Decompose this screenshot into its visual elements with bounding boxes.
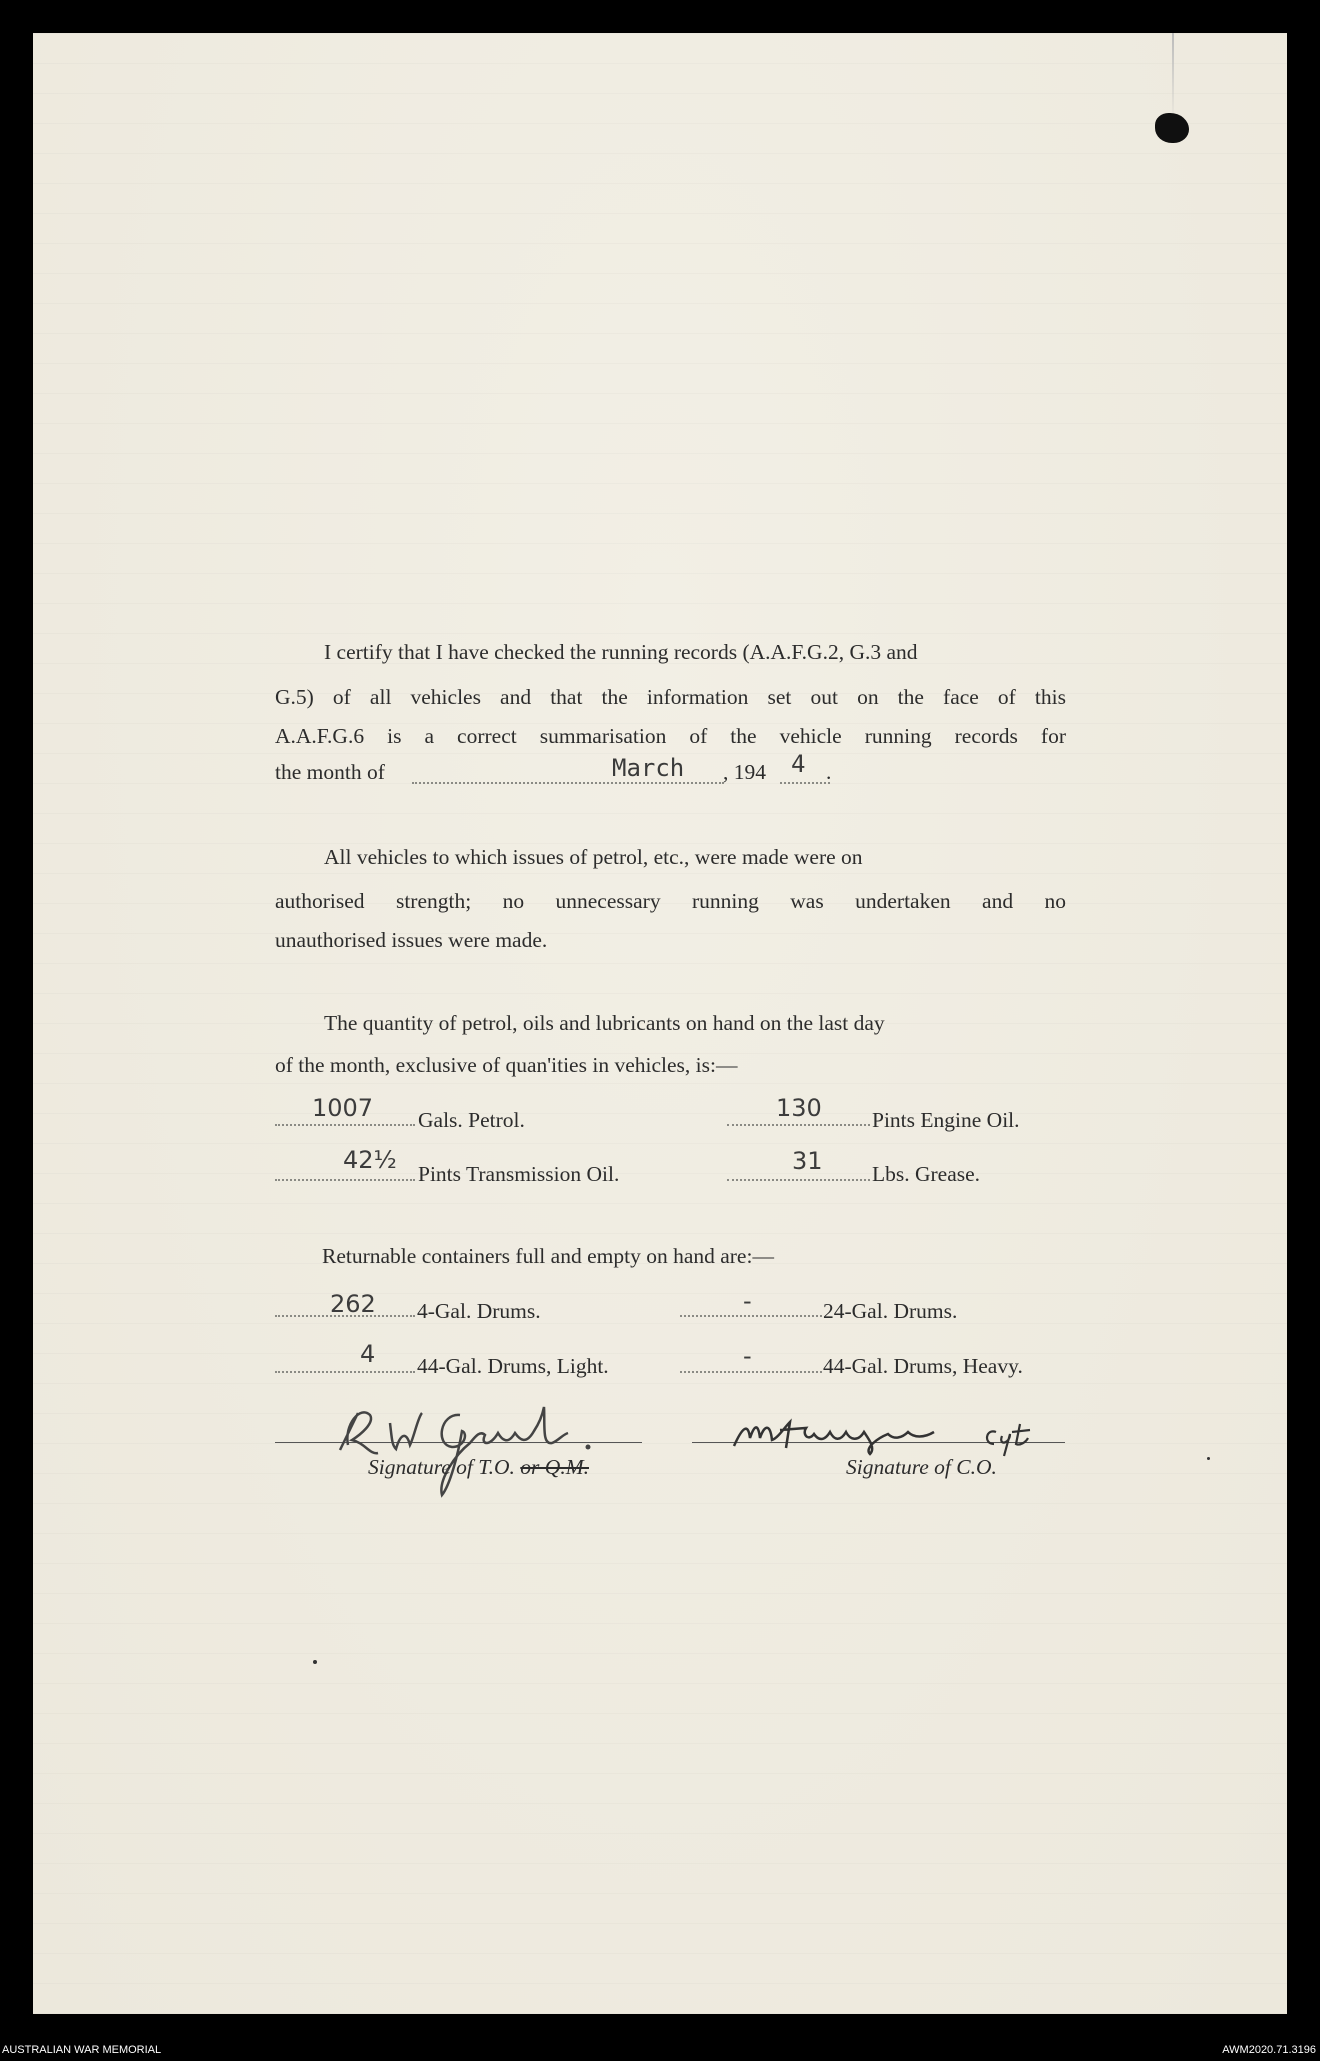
month-prefix: the month of [275, 760, 385, 784]
to-signature-label: Signature of T.O. or Q.M. [368, 1455, 589, 1479]
grease-dotted-line [727, 1179, 870, 1181]
drums-4gal-value: 262 [330, 1290, 376, 1318]
engine-oil-dotted-line [727, 1124, 870, 1126]
paper-speck [313, 1660, 317, 1664]
punch-hole [1155, 113, 1189, 143]
strength-line-3: unauthorised issues were made. [275, 928, 548, 952]
cert-line-3: A.A.F.G.6 is a correct summarisation of the vehicle running records for [275, 724, 1066, 748]
cert-line-1: I certify that I have checked the running records (A.A.F.G.2, G.3 and [324, 640, 918, 664]
transmission-value: 42½ [343, 1146, 397, 1174]
year-prefix: , 194 [723, 760, 766, 784]
petrol-dotted-line [275, 1124, 415, 1126]
cert-line-2: G.5) of all vehicles and that the information set out on the face of this [275, 685, 1066, 709]
qm-struck-text: or Q.M. [520, 1455, 589, 1479]
petrol-label: Gals. Petrol. [418, 1108, 525, 1132]
grease-value: 31 [792, 1147, 823, 1175]
drums-24gal-value: - [743, 1287, 752, 1315]
petrol-value: 1007 [312, 1094, 374, 1122]
paper-crease [1172, 33, 1174, 123]
grease-label: Lbs. Grease. [872, 1162, 981, 1186]
drums-44gal-light-value: 4 [360, 1340, 376, 1368]
quantity-line-2: of the month, exclusive of quan'ities in vehicles, is:— [275, 1053, 738, 1077]
drums-24gal-label: 24-Gal. Drums. [823, 1299, 958, 1323]
month-dotted-line [412, 782, 724, 784]
transmission-dotted-line [275, 1179, 415, 1181]
to-signature [330, 1385, 630, 1505]
footer-institution: AUSTRALIAN WAR MEMORIAL [2, 2044, 162, 2056]
year-dotted-line [780, 782, 830, 784]
drums-44gal-light-label: 44-Gal. Drums, Light. [417, 1354, 609, 1378]
drums-24gal-dotted-line [680, 1315, 822, 1317]
engine-oil-label: Pints Engine Oil. [872, 1108, 1020, 1132]
month-value: March [612, 754, 685, 782]
year-suffix: . [826, 760, 832, 784]
drums-44gal-heavy-dotted-line [680, 1371, 822, 1373]
drums-4gal-label: 4-Gal. Drums. [417, 1299, 541, 1323]
paper-speck [1207, 1457, 1210, 1460]
footer-accession-number: AWM2020.71.3196 [1222, 2044, 1316, 2056]
engine-oil-value: 130 [776, 1094, 822, 1122]
strength-line-1: All vehicles to which issues of petrol, etc., were made were on [324, 845, 863, 869]
year-value: 4 [791, 750, 806, 778]
drums-44gal-heavy-label: 44-Gal. Drums, Heavy. [823, 1354, 1023, 1378]
quantity-line-1: The quantity of petrol, oils and lubricants on hand on the last day [324, 1011, 885, 1035]
co-signature-label: Signature of C.O. [846, 1455, 997, 1479]
drums-44gal-light-dotted-line [275, 1371, 415, 1373]
strength-line-2: authorised strength; no unnecessary running was undertaken and no [275, 889, 1066, 913]
containers-heading: Returnable containers full and empty on hand are:— [322, 1244, 774, 1268]
drums-44gal-heavy-value: - [743, 1342, 752, 1370]
transmission-label: Pints Transmission Oil. [418, 1162, 620, 1186]
